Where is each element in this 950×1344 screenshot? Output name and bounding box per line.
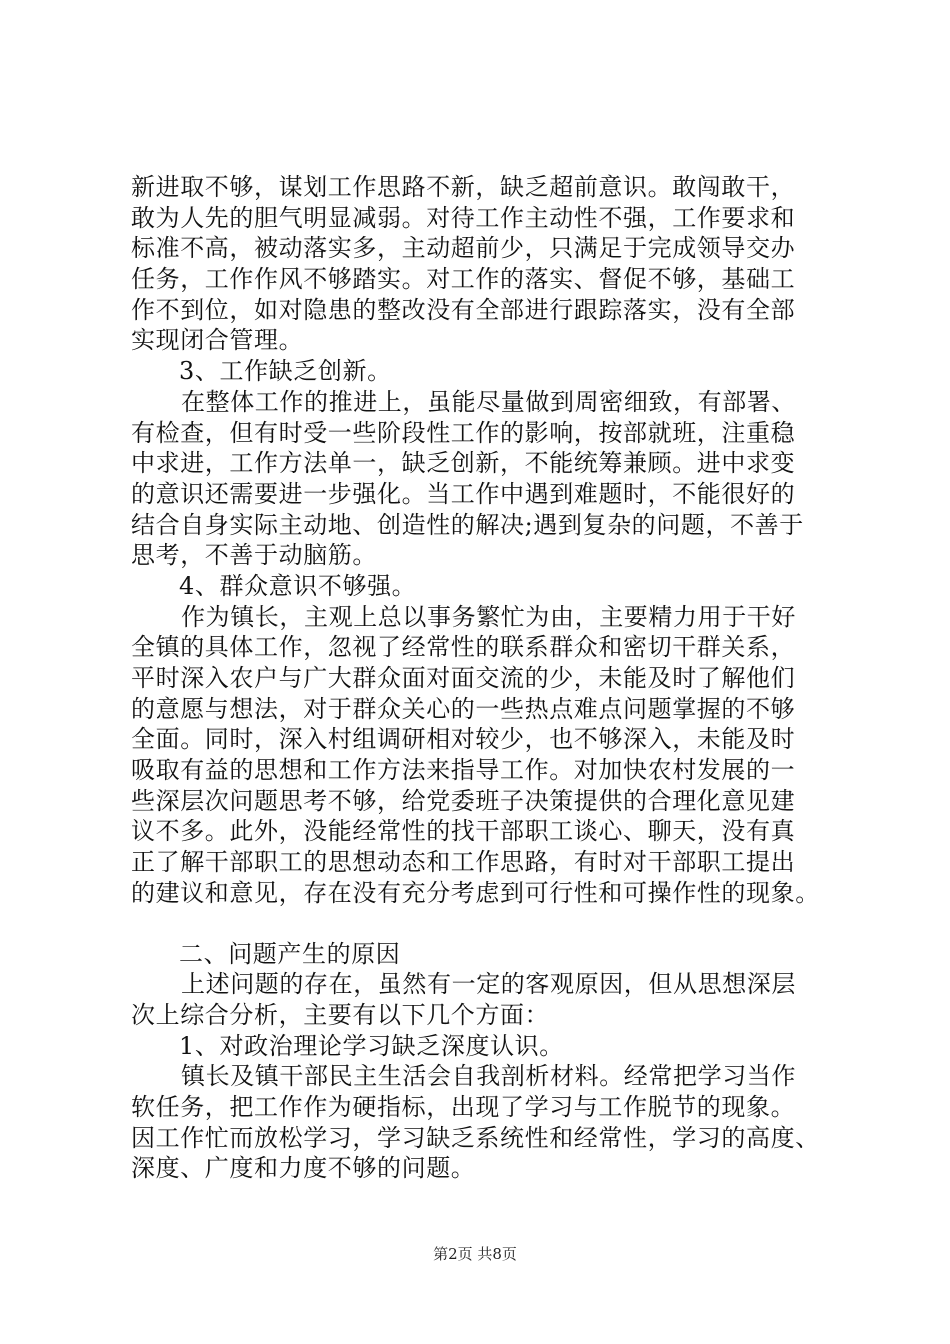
document-body xyxy=(131,172,831,1184)
body-line: 次上综合分析，主要有以下几个方面： xyxy=(131,1000,550,1029)
body-line: 敢为人先的胆气明显减弱。对待工作主动性不强，工作要求和 xyxy=(131,203,796,232)
body-line: 结合自身实际主动地、创造性的解决;遇到复杂的问题，不善于 xyxy=(131,510,804,539)
page-number-footer: 第2页 共8页 xyxy=(433,1245,517,1263)
body-line: 任务，工作作风不够踏实。对工作的落实、督促不够，基础工 xyxy=(131,265,796,294)
paragraph-start-line: 在整体工作的推进上，虽能尽量做到周密细致，有部署、 xyxy=(181,387,796,416)
paragraph-start-line: 镇长及镇干部民主生活会自我剖析材料。经常把学习当作 xyxy=(181,1062,796,1091)
body-line: 的意识还需要进一步强化。当工作中遇到难题时，不能很好的 xyxy=(131,479,796,508)
body-line: 平时深入农户与广大群众面对面交流的少，未能及时了解他们 xyxy=(131,664,796,692)
body-line: 的意愿与想法，对于群众关心的一些热点难点问题掌握的不够 xyxy=(131,694,796,723)
paragraph-start-line: 上述问题的存在，虽然有一定的客观原因，但从思想深层 xyxy=(181,970,796,999)
body-line: 正了解干部职工的思想动态和工作思路，有时对干部职工提出 xyxy=(131,848,796,877)
body-line: 吸取有益的思想和工作方法来指导工作。对加快农村发展的一 xyxy=(131,756,796,785)
body-line: 实现闭合管理。 xyxy=(131,326,304,355)
body-line: 思考，不善于动脑筋。 xyxy=(131,541,377,570)
section-heading: 二、问题产生的原因 xyxy=(179,939,401,968)
body-line: 软任务，把工作作为硬指标，出现了学习与工作脱节的现象。 xyxy=(131,1092,796,1121)
body-line: 些深层次问题思考不够，给党委班子决策提供的合理化意见建 xyxy=(131,786,796,815)
body-line: 新进取不够，谋划工作思路不新，缺乏超前意识。敢闯敢干， xyxy=(131,173,796,201)
body-line: 的建议和意见，存在没有充分考虑到可行性和可操作性的现象。 xyxy=(131,878,820,907)
paragraph-start-line: 作为镇长，主观上总以事务繁忙为由，主要精力用于干好 xyxy=(181,602,796,631)
section-heading: 4、群众意识不够强。 xyxy=(179,571,417,600)
body-line: 因工作忙而放松学习，学习缺乏系统性和经常性，学习的高度、 xyxy=(131,1123,820,1152)
body-line: 深度、广度和力度不够的问题。 xyxy=(131,1154,476,1183)
body-line: 全面。同时，深入村组调研相对较少，也不够深入，未能及时 xyxy=(131,725,796,754)
body-line: 作不到位，如对隐患的整改没有全部进行跟踪落实，没有全部 xyxy=(131,295,796,324)
body-line: 全镇的具体工作，忽视了经常性的联系群众和密切干群关系， xyxy=(131,633,796,662)
section-heading: 1、对政治理论学习缺乏深度认识。 xyxy=(179,1031,564,1060)
body-line: 议不多。此外，没能经常性的找干部职工谈心、聊天，没有真 xyxy=(131,817,796,846)
body-line: 有检查，但有时受一些阶段性工作的影响，按部就班，注重稳 xyxy=(131,418,796,447)
paragraph-gap xyxy=(131,909,831,939)
section-heading: 3、工作缺乏创新。 xyxy=(179,357,392,386)
body-line: 中求进，工作方法单一，缺乏创新，不能统筹兼顾。进中求变 xyxy=(131,449,796,478)
body-line: 标准不高，被动落实多，主动超前少，只满足于完成领导交办 xyxy=(131,234,796,263)
